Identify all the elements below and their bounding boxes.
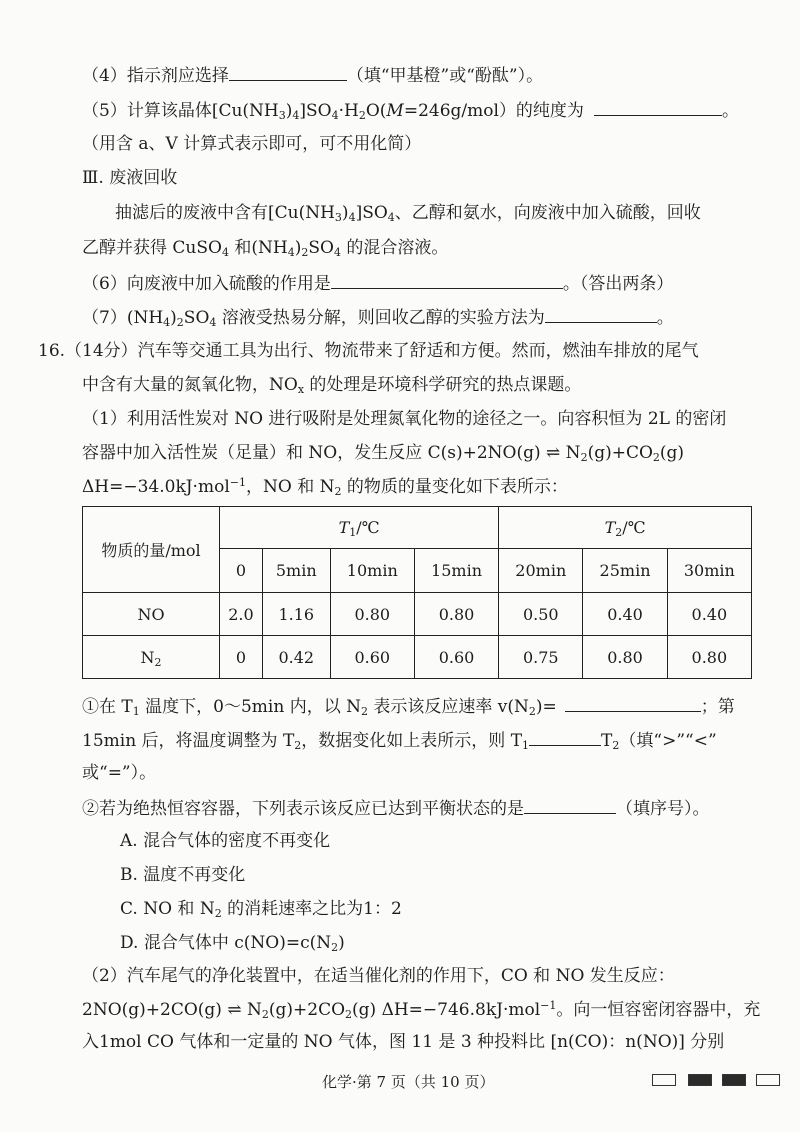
row-label: $N_2$: [83, 636, 220, 679]
table-cell: 0.50: [499, 593, 583, 636]
table-row: [83, 636, 752, 679]
table-cell: 0.40: [583, 593, 667, 636]
table-cell: 0: [220, 636, 263, 679]
item-1-line-3: 或“=”）。: [82, 763, 157, 783]
table-header-t1: $T_1/℃$: [220, 507, 499, 549]
table-time-header: 20min: [499, 549, 583, 593]
table-corner-header: 物质的量/mol: [83, 507, 220, 593]
item-2: ②若为绝热恒容容器，下列表示该反应已达到平衡状态的是 （填序号）。: [82, 795, 710, 821]
footer-box: [688, 1074, 712, 1086]
sub-1-line-1: （1）利用活性炭对 NO 进行吸附是处理氮氧化物的途径之一。向容积恒为 2L 的密闭: [82, 409, 727, 429]
table-time-header: 30min: [667, 549, 751, 593]
table-cell: 0.80: [583, 636, 667, 679]
answer-blank: [565, 693, 701, 712]
question-5-note: （用含 a、V 计算式表示即可，可不用化简）: [82, 134, 422, 154]
table-cell: 0.42: [262, 636, 330, 679]
page-footer: 化学·第 7 页（共 10 页）: [322, 1073, 495, 1091]
answer-blank: [529, 727, 601, 746]
table-time-header: 15min: [414, 549, 498, 593]
footer-box: [756, 1074, 780, 1086]
footer-box: [722, 1074, 746, 1086]
answer-blank: [524, 795, 616, 814]
sub-2-line-3: 入1mol CO 气体和一定量的 NO 气体，图 11 是 3 种投料比 [n(CO)：n(NO)] 分别: [82, 1032, 725, 1052]
option-b: B. 温度不再变化: [120, 865, 246, 885]
answer-blank: [545, 304, 657, 323]
table-time-header: 0: [220, 549, 263, 593]
table-cell: 0.80: [414, 593, 498, 636]
table-cell: 2.0: [220, 593, 263, 636]
table-cell: 1.16: [262, 593, 330, 636]
table-cell: 0.60: [414, 636, 498, 679]
question-4: （4）指示剂应选择 （填“甲基橙”或“酚酞”）。: [82, 62, 543, 88]
table-time-header: 25min: [583, 549, 667, 593]
sub-2-line-1: （2）汽车尾气的净化装置中，在适当催化剂的作用下，CO 和 NO 发生反应：: [82, 966, 675, 986]
item-1-line-2: 15min 后，将温度调整为 $T_2$，数据变化如上表所示，则 $T_1$ $T_2$（填“>”“<”: [82, 727, 717, 753]
table-cell: 0.75: [499, 636, 583, 679]
question-7: $(7)(NH_4)_2SO_4$ 溶液受热易分解，则回收乙醇的实验方法为 。: [82, 304, 674, 330]
table-time-header: 10min: [330, 549, 414, 593]
option-c: C. NO 和 $N_2$ 的消耗速率之比为1：2: [120, 899, 402, 920]
paragraph-line-2: 乙醇并获得 CuSO$_4$ 和$(NH_4)_2SO_4$ 的混合溶液。: [82, 238, 449, 259]
table-cell: 0.80: [330, 593, 414, 636]
table-cell: 0.40: [667, 593, 751, 636]
sub-2-line-2: 2NO(g)+2CO(g) ⇌ $N_2(g)+2CO_2(g)$ ΔH=−746.8kJ·mol$^{-1}$。向一恒容密闭容器中，充: [82, 999, 761, 1021]
data-table: [82, 506, 752, 679]
row-label: NO: [83, 593, 220, 636]
answer-blank: [229, 62, 347, 81]
paragraph-line-1: 抽滤后的废液中含有$[Cu(NH_3)_4]SO_4$、乙醇和氨水，向废液中加入硫酸，回收: [115, 203, 701, 224]
question-5: （5）计算该晶体$[Cu(NH_3)_4]SO_4\cdot H_2O(M=246g/mol)$的纯度为 。: [82, 97, 739, 123]
sub-1-line-3: ΔH=−34.0kJ·mol$^{-1}$，NO 和 $N_2$ 的物质的量变化如下表所示：: [82, 476, 568, 498]
table-time-header: 5min: [262, 549, 330, 593]
section-heading: Ⅲ. 废液回收: [82, 168, 178, 188]
question-6: （6）向废液中加入硫酸的作用是 。（答出两条）: [82, 270, 673, 296]
option-d: D. 混合气体中 $c(NO)=c(N_2)$: [120, 933, 345, 954]
answer-blank: [331, 270, 563, 289]
answer-blank: [594, 97, 722, 116]
table-row: [83, 593, 752, 636]
footer-box: [652, 1074, 676, 1086]
table-header-t2: $T_2/℃$: [499, 507, 752, 549]
question-16-title: 16.（14分）汽车等交通工具为出行、物流带来了舒适和方便。然而，燃油车排放的尾气: [38, 341, 699, 361]
table-cell: 0.60: [330, 636, 414, 679]
item-1-line-1: ①在 $T_1$ 温度下，0～5min 内，以 $N_2$ 表示该反应速率 $v(N_2)=$ ；第: [82, 693, 735, 719]
option-a: A. 混合气体的密度不再变化: [120, 831, 331, 851]
question-16-line-2: 中含有大量的氮氧化物，$NO_x$ 的处理是环境科学研究的热点课题。: [82, 375, 582, 396]
sub-1-line-2: 容器中加入活性炭（足量）和 NO，发生反应 C(s)+2NO(g) ⇌ $N_2(g)+CO_2(g)$: [82, 443, 685, 464]
table-cell: 0.80: [667, 636, 751, 679]
